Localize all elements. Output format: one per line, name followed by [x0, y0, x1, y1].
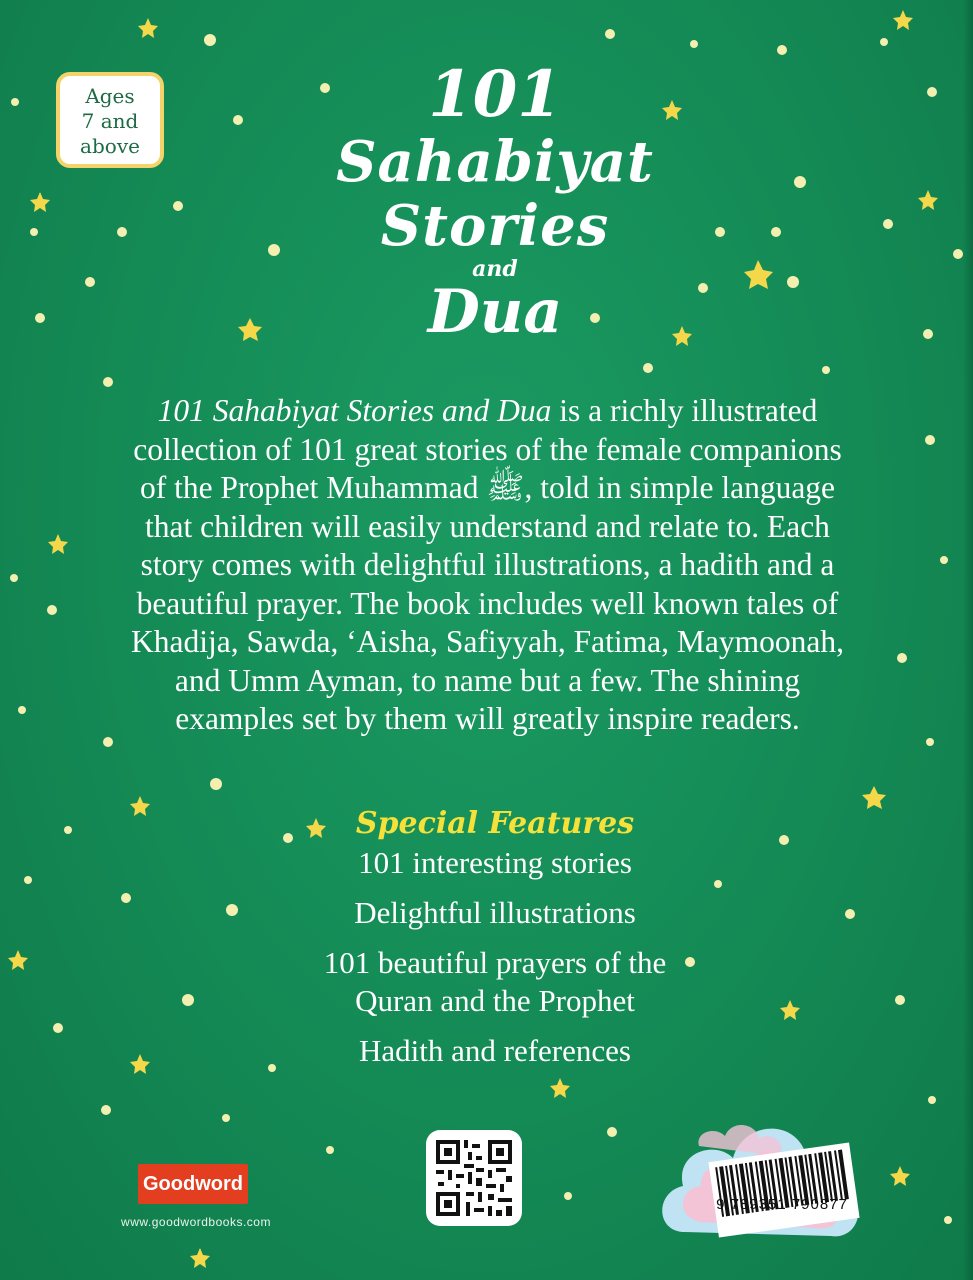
description-line: 101 Sahabiyat Stories and Dua is a richly illustrated: [157, 393, 818, 428]
cover-edge-shadow: [963, 0, 973, 1280]
description-line: beautiful prayer. The book includes well known tales of: [136, 585, 839, 621]
feature-item: 101 beautiful prayers of the: [323, 945, 667, 980]
publisher-url: www.goodwordbooks.com: [121, 1215, 271, 1229]
publisher-logo: Goodword: [138, 1164, 248, 1204]
features-title: Special Features: [355, 806, 635, 841]
title-line-sahabiyat: Sahabiyat: [336, 129, 654, 195]
book-title: [220, 57, 770, 347]
description-line: that children will easily understand and relate to. Each: [145, 508, 830, 544]
title-line-dua: Dua: [427, 277, 563, 347]
isbn-number: 9 789351 790877: [716, 1196, 848, 1213]
description-line: collection of 101 great stories of the female companions: [133, 431, 842, 467]
description-line: examples set by them will greatly inspire readers.: [175, 701, 800, 736]
title-line-and: and: [472, 256, 518, 282]
feature-item: 101 interesting stories: [358, 845, 632, 880]
description-line: Khadija, Sawda, ‘Aisha, Safiyyah, Fatima, Maymoonah,: [131, 624, 844, 659]
title-line-stories: Stories: [380, 193, 610, 259]
description-book-title: 101 Sahabiyat Stories and Dua: [157, 393, 552, 428]
age-badge: [56, 72, 164, 168]
special-features: [300, 804, 690, 1070]
title-line-101: 101: [428, 57, 562, 132]
age-badge-line2: 7 and: [81, 109, 139, 133]
qr-code-graphic: [426, 1130, 522, 1226]
feature-item: Quran and the Prophet: [355, 983, 635, 1018]
age-badge-line1: Ages: [85, 84, 135, 108]
description-line: story comes with delightful illustrations, a hadith and a: [140, 547, 835, 582]
book-description: [80, 392, 895, 739]
description-line: of the Prophet Muhammad ﷺ, told in simple language: [139, 470, 836, 505]
barcode-icon: [655, 1082, 865, 1252]
description-line: and Umm Ayman, to name but a few. The shining: [174, 662, 801, 698]
feature-item: Delightful illustrations: [354, 895, 636, 930]
qr-code-icon: [426, 1130, 522, 1226]
feature-item: Hadith and references: [359, 1033, 631, 1068]
age-badge-line3: above: [80, 134, 140, 158]
